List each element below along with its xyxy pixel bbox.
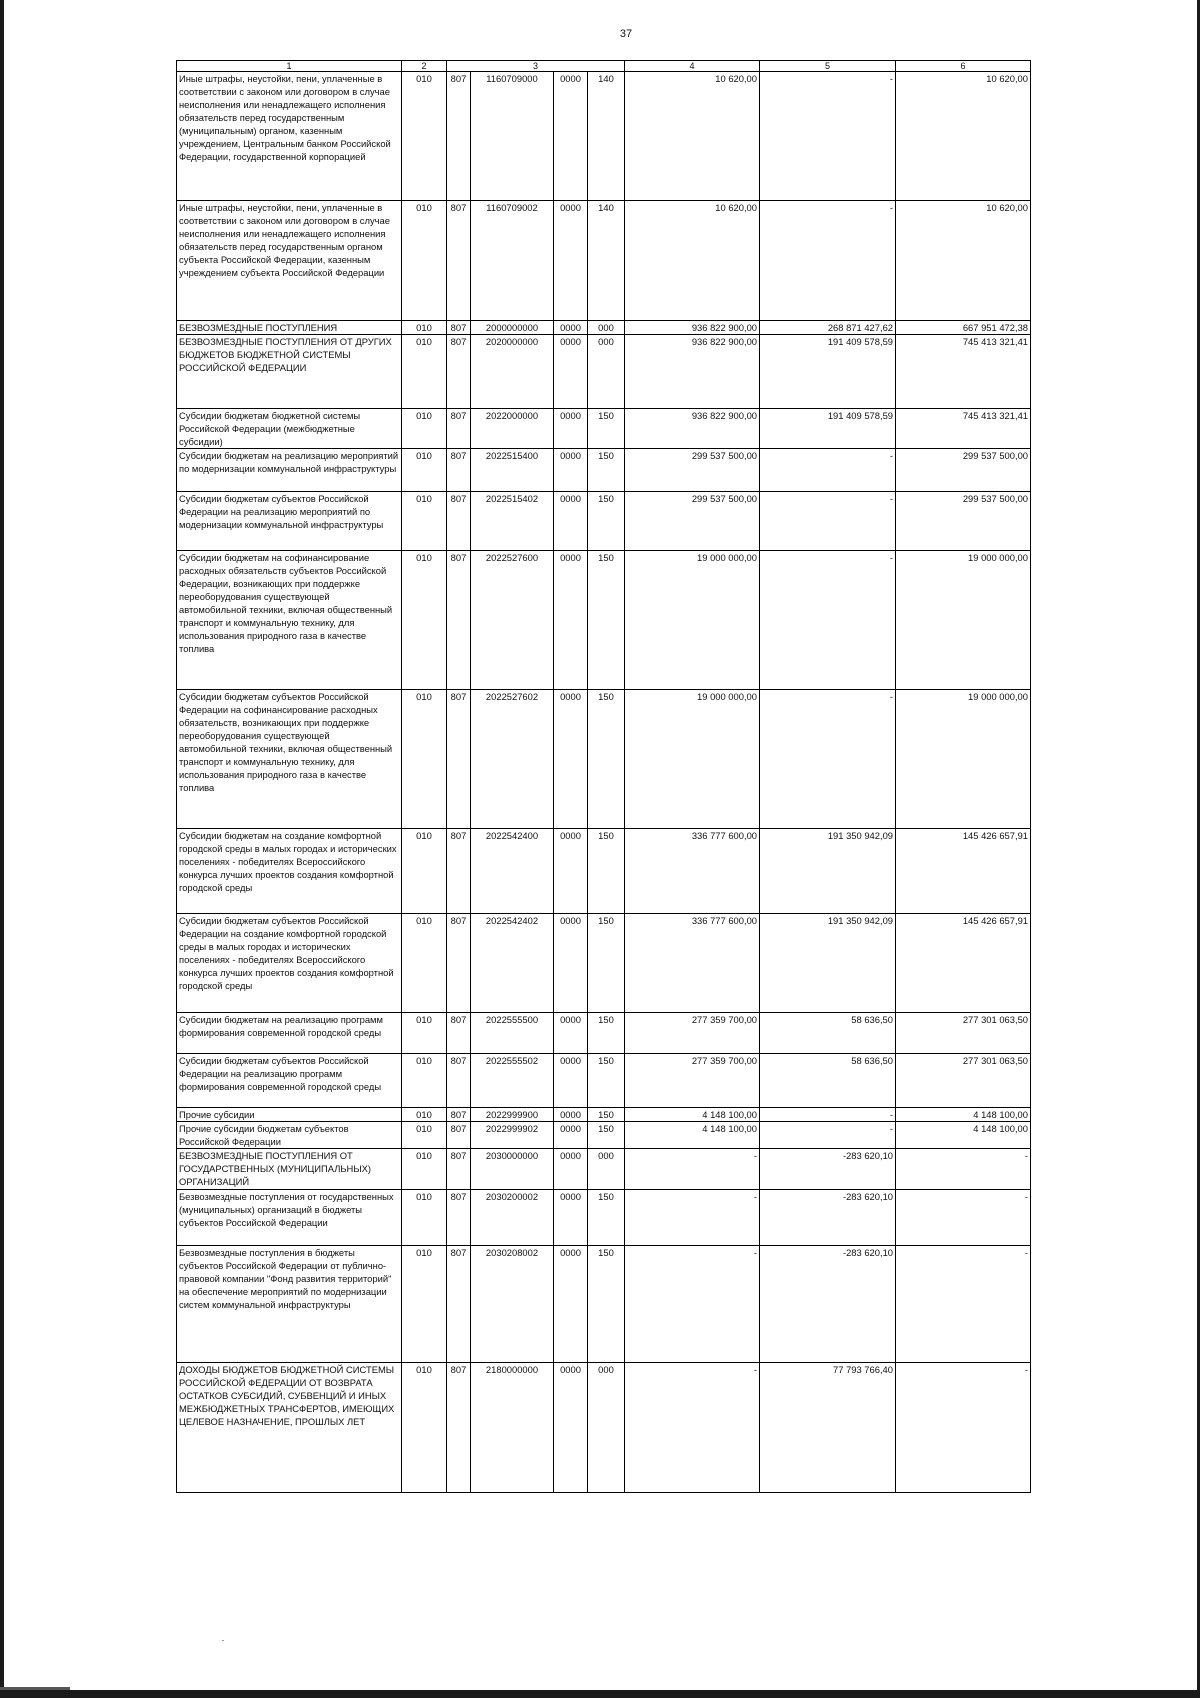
table-row [177, 829, 1031, 914]
row-kosgu-code: 140 [588, 201, 625, 321]
row-name: ДОХОДЫ БЮДЖЕТОВ БЮДЖЕТНОЙ СИСТЕМЫ РОССИЙСКОЙ ФЕДЕРАЦИИ ОТ ВОЗВРАТА ОСТАТКОВ СУБСИДИЙ, СУБВЕНЦИЙ И ИНЫХ МЕЖБЮДЖЕТНЫХ ТРАНСФЕРТОВ, ИМЕЮЩИХ ЦЕЛЕВОЕ НАЗНАЧЕНИЕ, ПРОШЛЫХ ЛЕТ [177, 1363, 402, 1493]
row-subgroup-code: 0000 [554, 1149, 588, 1190]
row-revenue-code: 2022542400 [471, 829, 554, 914]
table-row [177, 321, 1031, 335]
row-executed-amount: 191 409 578,59 [760, 335, 896, 409]
row-kosgu-code: 150 [588, 690, 625, 829]
table-row [177, 1149, 1031, 1190]
row-name: Иные штрафы, неустойки, пени, уплаченные в соответствии с законом или договором в случае неисполнения или ненадлежащего исполнения обязательств перед государственным (муниципальным) органом, казенным учреждением, Центральным банком Российской Федерации, государственной корпорацией [177, 72, 402, 201]
scan-edge-left [0, 0, 4, 1698]
header-col-4: 4 [625, 61, 760, 72]
table-row [177, 914, 1031, 1013]
row-ok-code: 010 [402, 1149, 447, 1190]
row-ok-code: 010 [402, 914, 447, 1013]
table-row [177, 1108, 1031, 1122]
row-approved-amount: - [625, 1149, 760, 1190]
row-remaining-amount: - [896, 1149, 1031, 1190]
table-row [177, 551, 1031, 690]
row-admin-code: 807 [447, 1013, 471, 1054]
row-name: Прочие субсидии бюджетам субъектов Российской Федерации [177, 1122, 402, 1149]
row-remaining-amount: 145 426 657,91 [896, 829, 1031, 914]
row-name: БЕЗВОЗМЕЗДНЫЕ ПОСТУПЛЕНИЯ ОТ ДРУГИХ БЮДЖЕТОВ БЮДЖЕТНОЙ СИСТЕМЫ РОССИЙСКОЙ ФЕДЕРАЦИИ [177, 335, 402, 409]
row-executed-amount: - [760, 72, 896, 201]
row-approved-amount: 336 777 600,00 [625, 914, 760, 1013]
row-executed-amount: - [760, 690, 896, 829]
row-executed-amount: - [760, 1108, 896, 1122]
row-remaining-amount: 10 620,00 [896, 201, 1031, 321]
row-approved-amount: 277 359 700,00 [625, 1013, 760, 1054]
row-admin-code: 807 [447, 72, 471, 201]
row-ok-code: 010 [402, 1246, 447, 1363]
row-executed-amount: 77 793 766,40 [760, 1363, 896, 1493]
row-subgroup-code: 0000 [554, 335, 588, 409]
row-name: Субсидии бюджетам на софинансирование расходных обязательств субъектов Российской Федерации, возникающих при поддержке переоборудования существующей автомобильной техники, включая общественный транспорт и коммунальную технику, для использования природного газа в качестве топлива [177, 551, 402, 690]
row-subgroup-code: 0000 [554, 409, 588, 449]
row-admin-code: 807 [447, 492, 471, 551]
row-revenue-code: 2020000000 [471, 335, 554, 409]
row-approved-amount: - [625, 1246, 760, 1363]
row-revenue-code: 2022999900 [471, 1108, 554, 1122]
header-col-1: 1 [177, 61, 402, 72]
scan-edge-bottom [0, 1690, 1200, 1698]
row-kosgu-code: 000 [588, 1363, 625, 1493]
table-row [177, 1246, 1031, 1363]
row-ok-code: 010 [402, 1363, 447, 1493]
row-approved-amount: 19 000 000,00 [625, 551, 760, 690]
row-kosgu-code: 000 [588, 1149, 625, 1190]
table-row [177, 1054, 1031, 1108]
row-kosgu-code: 150 [588, 449, 625, 492]
revenue-table [176, 60, 1031, 1493]
row-ok-code: 010 [402, 551, 447, 690]
row-kosgu-code: 150 [588, 914, 625, 1013]
row-kosgu-code: 150 [588, 409, 625, 449]
header-col-5: 5 [760, 61, 896, 72]
row-executed-amount: -283 620,10 [760, 1149, 896, 1190]
row-subgroup-code: 0000 [554, 829, 588, 914]
row-admin-code: 807 [447, 449, 471, 492]
row-ok-code: 010 [402, 1108, 447, 1122]
row-remaining-amount: 145 426 657,91 [896, 914, 1031, 1013]
row-ok-code: 010 [402, 449, 447, 492]
table-row [177, 1122, 1031, 1149]
row-ok-code: 010 [402, 1013, 447, 1054]
row-kosgu-code: 150 [588, 1246, 625, 1363]
row-kosgu-code: 150 [588, 829, 625, 914]
row-approved-amount: 299 537 500,00 [625, 449, 760, 492]
row-revenue-code: 2022542402 [471, 914, 554, 1013]
row-revenue-code: 2022000000 [471, 409, 554, 449]
row-kosgu-code: 150 [588, 551, 625, 690]
table-row [177, 1013, 1031, 1054]
row-subgroup-code: 0000 [554, 551, 588, 690]
row-remaining-amount: 19 000 000,00 [896, 690, 1031, 829]
row-ok-code: 010 [402, 321, 447, 335]
row-revenue-code: 2030000000 [471, 1149, 554, 1190]
row-executed-amount: -283 620,10 [760, 1190, 896, 1246]
header-col-6: 6 [896, 61, 1031, 72]
row-kosgu-code: 150 [588, 1122, 625, 1149]
row-kosgu-code: 150 [588, 1190, 625, 1246]
row-remaining-amount: - [896, 1190, 1031, 1246]
row-remaining-amount: - [896, 1246, 1031, 1363]
row-executed-amount: 191 409 578,59 [760, 409, 896, 449]
row-subgroup-code: 0000 [554, 1054, 588, 1108]
row-approved-amount: 10 620,00 [625, 201, 760, 321]
row-executed-amount: - [760, 551, 896, 690]
row-revenue-code: 2000000000 [471, 321, 554, 335]
row-subgroup-code: 0000 [554, 690, 588, 829]
row-kosgu-code: 150 [588, 492, 625, 551]
row-name: Субсидии бюджетам субъектов Российской Федерации на реализацию программ формирования современной городской среды [177, 1054, 402, 1108]
row-admin-code: 807 [447, 1190, 471, 1246]
table-row [177, 409, 1031, 449]
row-revenue-code: 1160709000 [471, 72, 554, 201]
table-row [177, 492, 1031, 551]
row-revenue-code: 2022527602 [471, 690, 554, 829]
row-ok-code: 010 [402, 1190, 447, 1246]
row-admin-code: 807 [447, 1108, 471, 1122]
row-revenue-code: 2022555502 [471, 1054, 554, 1108]
row-name: БЕЗВОЗМЕЗДНЫЕ ПОСТУПЛЕНИЯ ОТ ГОСУДАРСТВЕННЫХ (МУНИЦИПАЛЬНЫХ) ОРГАНИЗАЦИЙ [177, 1149, 402, 1190]
row-name: Субсидии бюджетам на реализацию программ формирования современной городской среды [177, 1013, 402, 1054]
row-approved-amount: - [625, 1363, 760, 1493]
row-remaining-amount: 277 301 063,50 [896, 1013, 1031, 1054]
row-subgroup-code: 0000 [554, 1190, 588, 1246]
row-ok-code: 010 [402, 1122, 447, 1149]
table-row [177, 449, 1031, 492]
row-admin-code: 807 [447, 201, 471, 321]
row-approved-amount: 19 000 000,00 [625, 690, 760, 829]
row-admin-code: 807 [447, 1054, 471, 1108]
row-subgroup-code: 0000 [554, 914, 588, 1013]
row-admin-code: 807 [447, 551, 471, 690]
row-approved-amount: - [625, 1190, 760, 1246]
row-remaining-amount: 667 951 472,38 [896, 321, 1031, 335]
row-name: Прочие субсидии [177, 1108, 402, 1122]
row-ok-code: 010 [402, 829, 447, 914]
row-kosgu-code: 150 [588, 1108, 625, 1122]
row-approved-amount: 936 822 900,00 [625, 335, 760, 409]
row-remaining-amount: 299 537 500,00 [896, 492, 1031, 551]
header-col-3: 3 [447, 61, 625, 72]
row-remaining-amount: 19 000 000,00 [896, 551, 1031, 690]
row-approved-amount: 936 822 900,00 [625, 321, 760, 335]
row-approved-amount: 336 777 600,00 [625, 829, 760, 914]
row-admin-code: 807 [447, 914, 471, 1013]
row-remaining-amount: 277 301 063,50 [896, 1054, 1031, 1108]
row-executed-amount: 58 636,50 [760, 1013, 896, 1054]
table-row [177, 201, 1031, 321]
row-executed-amount: 268 871 427,62 [760, 321, 896, 335]
row-admin-code: 807 [447, 690, 471, 829]
row-kosgu-code: 000 [588, 335, 625, 409]
row-ok-code: 010 [402, 201, 447, 321]
page-number: 37 [619, 28, 633, 40]
row-kosgu-code: 000 [588, 321, 625, 335]
row-name: БЕЗВОЗМЕЗДНЫЕ ПОСТУПЛЕНИЯ [177, 321, 402, 335]
row-executed-amount: -283 620,10 [760, 1246, 896, 1363]
row-revenue-code: 2030208002 [471, 1246, 554, 1363]
row-subgroup-code: 0000 [554, 1246, 588, 1363]
row-remaining-amount: 299 537 500,00 [896, 449, 1031, 492]
row-revenue-code: 2022999902 [471, 1122, 554, 1149]
scan-speck [222, 1640, 224, 1641]
row-name: Иные штрафы, неустойки, пени, уплаченные в соответствии с законом или договором в случае неисполнения или ненадлежащего исполнения обязательств перед государственным органом субъекта Российской Федерации, казенным учреждением субъекта Российской Федерации [177, 201, 402, 321]
row-ok-code: 010 [402, 335, 447, 409]
row-approved-amount: 10 620,00 [625, 72, 760, 201]
row-revenue-code: 2022515400 [471, 449, 554, 492]
row-approved-amount: 277 359 700,00 [625, 1054, 760, 1108]
row-name: Субсидии бюджетам на создание комфортной городской среды в малых городах и исторических поселениях - победителях Всероссийского конкурса лучших проектов создания комфортной городской среды [177, 829, 402, 914]
row-subgroup-code: 0000 [554, 449, 588, 492]
row-subgroup-code: 0000 [554, 1108, 588, 1122]
row-subgroup-code: 0000 [554, 492, 588, 551]
row-approved-amount: 936 822 900,00 [625, 409, 760, 449]
row-ok-code: 010 [402, 1054, 447, 1108]
row-ok-code: 010 [402, 492, 447, 551]
row-subgroup-code: 0000 [554, 321, 588, 335]
row-remaining-amount: 10 620,00 [896, 72, 1031, 201]
row-revenue-code: 2022555500 [471, 1013, 554, 1054]
row-admin-code: 807 [447, 409, 471, 449]
row-revenue-code: 2180000000 [471, 1363, 554, 1493]
row-admin-code: 807 [447, 829, 471, 914]
table-row [177, 72, 1031, 201]
row-revenue-code: 1160709002 [471, 201, 554, 321]
row-remaining-amount: 745 413 321,41 [896, 409, 1031, 449]
row-remaining-amount: 4 148 100,00 [896, 1108, 1031, 1122]
row-admin-code: 807 [447, 335, 471, 409]
row-kosgu-code: 150 [588, 1054, 625, 1108]
row-name: Безвозмездные поступления от государственных (муниципальных) организаций в бюджеты субъектов Российской Федерации [177, 1190, 402, 1246]
row-remaining-amount: - [896, 1363, 1031, 1493]
row-name: Субсидии бюджетам на реализацию мероприятий по модернизации коммунальной инфраструктуры [177, 449, 402, 492]
row-name: Субсидии бюджетам субъектов Российской Федерации на софинансирование расходных обязательств, возникающих при поддержке переоборудования существующей автомобильной техники, включая общественный транспорт и коммунальную технику, для использования природного газа в качестве топлива [177, 690, 402, 829]
row-remaining-amount: 4 148 100,00 [896, 1122, 1031, 1149]
row-executed-amount: 191 350 942,09 [760, 829, 896, 914]
row-kosgu-code: 140 [588, 72, 625, 201]
row-revenue-code: 2022527600 [471, 551, 554, 690]
row-subgroup-code: 0000 [554, 1013, 588, 1054]
row-executed-amount: - [760, 492, 896, 551]
table-body [177, 72, 1031, 1493]
row-subgroup-code: 0000 [554, 1122, 588, 1149]
row-executed-amount: - [760, 449, 896, 492]
row-approved-amount: 4 148 100,00 [625, 1108, 760, 1122]
row-approved-amount: 299 537 500,00 [625, 492, 760, 551]
scan-edge-bottom-lip [0, 1687, 70, 1690]
row-admin-code: 807 [447, 1149, 471, 1190]
row-executed-amount: - [760, 1122, 896, 1149]
table-header-row [177, 61, 1031, 72]
row-name: Субсидии бюджетам субъектов Российской Федерации на создание комфортной городской среды в малых городах и исторических поселениях - победителях Всероссийского конкурса лучших проектов создания комфортной городской среды [177, 914, 402, 1013]
row-name: Субсидии бюджетам бюджетной системы Российской Федерации (межбюджетные субсидии) [177, 409, 402, 449]
row-ok-code: 010 [402, 409, 447, 449]
row-executed-amount: - [760, 201, 896, 321]
row-name: Безвозмездные поступления в бюджеты субъектов Российской Федерации от публично-правовой компании "Фонд развития территорий" на обеспечение мероприятий по модернизации систем коммунальной инфраструктуры [177, 1246, 402, 1363]
row-kosgu-code: 150 [588, 1013, 625, 1054]
row-approved-amount: 4 148 100,00 [625, 1122, 760, 1149]
row-admin-code: 807 [447, 1363, 471, 1493]
row-ok-code: 010 [402, 690, 447, 829]
table-row [177, 1190, 1031, 1246]
row-executed-amount: 58 636,50 [760, 1054, 896, 1108]
row-admin-code: 807 [447, 321, 471, 335]
row-admin-code: 807 [447, 1246, 471, 1363]
row-admin-code: 807 [447, 1122, 471, 1149]
row-subgroup-code: 0000 [554, 72, 588, 201]
row-executed-amount: 191 350 942,09 [760, 914, 896, 1013]
row-name: Субсидии бюджетам субъектов Российской Федерации на реализацию мероприятий по модернизации коммунальной инфраструктуры [177, 492, 402, 551]
row-subgroup-code: 0000 [554, 1363, 588, 1493]
row-revenue-code: 2022515402 [471, 492, 554, 551]
row-remaining-amount: 745 413 321,41 [896, 335, 1031, 409]
table-row [177, 1363, 1031, 1493]
row-subgroup-code: 0000 [554, 201, 588, 321]
table-row [177, 690, 1031, 829]
header-col-2: 2 [402, 61, 447, 72]
table-row [177, 335, 1031, 409]
row-revenue-code: 2030200002 [471, 1190, 554, 1246]
row-ok-code: 010 [402, 72, 447, 201]
